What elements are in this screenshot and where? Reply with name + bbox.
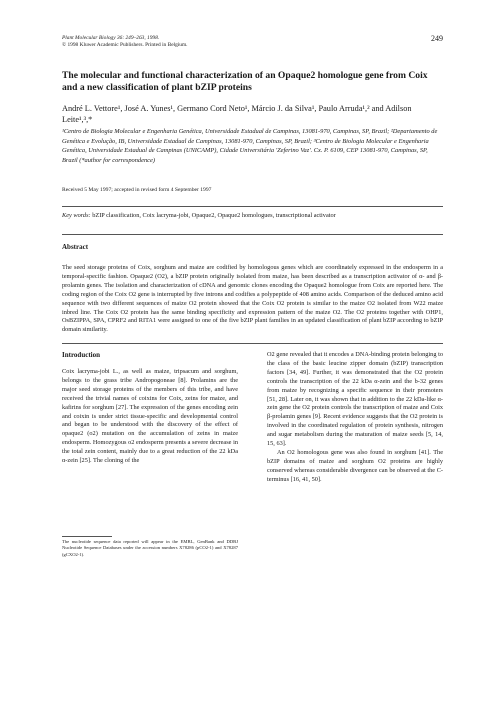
abstract-text: The seed storage proteins of Coix, sorghum and maize are codified by homologous genes which are coordinately expressed in the endosperm in a temporal-specific fashion. Opaque2 (O2), a bZIP protein originally isolated from maize, has been described as a transcription activator of α- and β-prolamin genes. The isolation and characterization of cDNA and genomic clones encoding the Opaque2 homologue from Coix are reported here. The coding region of the Coix O2 gene is interrupted by five introns and codifies a polypeptide of 408 amino acids. Comparison of the deduced amino acid sequence with two different sequences of maize O2 protein showed that the Coix O2 protein is similar to the maize O2 isolated from W22 maize inbred line. The Coix O2 protein has the same binding specificity and expression pattern of the maize O2. The O2 proteins together with OHP1, OsBZIPPA, SPA, CPRF2 and RITA1 were assigned to one of the five bZIP plant families in an updated classification of plant bZIP according to bZIP domain similarity. <box>62 264 443 334</box>
copyright-line: © 1998 Kluwer Academic Publishers. Printed in Belgium. <box>62 42 188 48</box>
introduction-heading: Introduction <box>62 351 100 359</box>
divider-abstract <box>62 343 443 344</box>
introduction-paragraph-1: Coix lacryma-jobi L., as well as maize, tripsacum and sorghum, belongs to the grass tribe Andropogoneae [8]. Prolamins are the major seed storage proteins of the members of this tribe, and have received the trivial names of coixins for Coix, zeins for maize, and kafirins for sorghum [27]. The expression of the genes encoding zein and coixin is under strict tissue-specific and developmental control and began to be understood with the discovery of the effect of opaque2 (o2) mutation on the accumulation of zeins in maize endosperm. Homozygous o2 endosperm presents a severe decrease in the total zein content, mainly due to a great reduction of the 22 kDa α-zein [25]. The cloning of the <box>62 368 238 465</box>
article-title: The molecular and functional characterization of an Opaque2 homologue gene from Coix and a new classification of plant bZIP proteins <box>62 70 428 93</box>
keywords <box>62 212 443 220</box>
keywords-label: Key words: <box>62 212 91 219</box>
left-column <box>62 351 238 466</box>
journal-line: Plant Molecular Biology 36: 249–263, 1998. <box>62 35 160 41</box>
affiliations: ¹Centro de Biologia Molecular e Engenharia Genética, Universidade Estadual de Campinas, 13081-970, Campinas, SP, Brazil; ²Departamento de Genética e Evolução, IB, Universidade Estadual de Campinas, 13081-970, Campinas, SP, Brazil; ³Centro de Biologia Molecular e Engenharia Genética, Universidade Estadual de Campinas (UNICAMP), Cidade Universitária 'Zeferino Vaz'. Cx. P. 6109, CEP 13081-970, Campinas, SP, Brazil (*author for correspondence) <box>62 128 438 164</box>
introduction-paragraph-2: O2 gene revealed that it encodes a DNA-binding protein belonging to the class of the basic leucine zipper domain (bZIP) transcription factors [34, 49]. Further, it was demonstrated that the O2 protein controls the transcription of the 22 kDa α-zein and the b-32 genes from maize by recognizing a specific sequence in their promoters [51, 28]. Later on, it was shown that in addition to the 22 kDa-like α-zein gene the O2 protein controls the transcription of maize and Coix β-prolamin genes [9]. Recent evidence suggests that the O2 protein is involved in the coordinated regulation of protein synthesis, nitrogen and sugar metabolism during the maturation of maize seeds [5, 14, 15, 63]. <box>267 351 443 448</box>
author-list: André L. Vettore¹, José A. Yunes¹, Germano Cord Neto¹, Márcio J. da Silva¹, Paulo Arruda¹,² and Adilson Leite¹,³,* <box>62 104 412 124</box>
introduction-paragraph-3: An O2 homologous gene was also found in sorghum [41]. The bZIP domains of maize and sorghum O2 proteins are highly conserved whereas considerable divergence can be observed at the C-terminus [16, 41, 50]. <box>267 448 443 483</box>
footnote-divider <box>62 536 112 537</box>
received-dates: Received 5 May 1997; accepted in revised form 4 September 1997 <box>62 187 212 193</box>
divider-top <box>62 206 443 207</box>
right-column <box>267 351 443 485</box>
footnote: The nucleotide sequence data reported will appear in the EMBL, GenBank and DDBJ Nucleotide Sequence Databases under the accession numbers X78286 (pCO2-1) and X78287 (gCXO2-1). <box>62 539 238 557</box>
journal-header <box>62 35 443 49</box>
abstract-heading: Abstract <box>62 243 89 251</box>
divider-keywords <box>62 234 443 235</box>
page-number: 249 <box>431 34 443 43</box>
keywords-text: bZIP classification, Coix lacryma-jobi, Opaque2, Opaque2 homologues, transcriptional activator <box>92 212 336 219</box>
